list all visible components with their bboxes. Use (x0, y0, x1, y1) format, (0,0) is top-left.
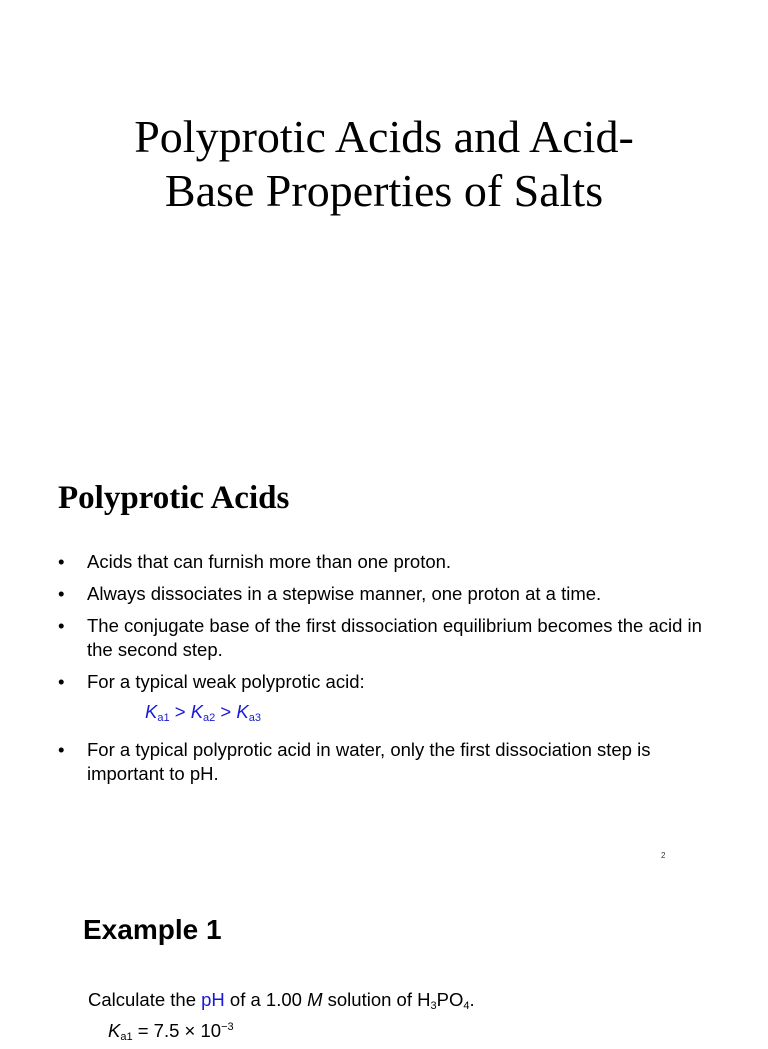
formula-sub-a3: a3 (248, 712, 261, 724)
formula-k3: K (236, 701, 249, 722)
formula-k1: K (145, 701, 158, 722)
formula-sub-4: 4 (463, 1000, 470, 1012)
polyprotic-acids-slide (0, 432, 768, 864)
bullet-icon: • (58, 551, 65, 572)
formula-po: PO (436, 989, 464, 1010)
problem-suffix: solution of H (322, 989, 431, 1010)
formula-sub-3: 3 (430, 1000, 437, 1012)
bullet-icon: • (58, 615, 65, 636)
problem-mid: of a 1.00 (224, 989, 308, 1010)
bullet-text: For a typical weak polyprotic acid: (87, 671, 365, 692)
formula-sub-a2: a2 (203, 712, 216, 724)
example-heading: Example 1 (83, 914, 222, 945)
problem-prefix: Calculate the (88, 989, 202, 1010)
ka1-k: K (108, 1020, 121, 1041)
ka1-sub: a1 (120, 1031, 133, 1043)
formula-op: > (174, 701, 186, 722)
bullet-item (58, 614, 718, 662)
bullet-text: For a typical polyprotic acid in water, only the first dissociation step is important to pH. (87, 739, 651, 784)
bullet-list (58, 550, 718, 794)
bullet-icon: • (58, 583, 65, 604)
ph-highlight: pH (201, 989, 225, 1010)
bullet-item (58, 550, 718, 574)
bullet-item (58, 738, 718, 786)
problem-statement (88, 988, 475, 1018)
molarity-unit: M (307, 989, 323, 1010)
title-line-1: Polyprotic Acids and Acid- (134, 111, 634, 162)
formula-k2: K (190, 701, 204, 722)
slide-heading: Polyprotic Acids (58, 480, 290, 516)
ka1-exponent: −3 (221, 1021, 234, 1033)
ka1-text: = 7.5 × 10 (132, 1020, 222, 1041)
title-slide (0, 0, 768, 432)
bullet-item (58, 670, 718, 694)
presentation-title (0, 110, 768, 218)
page-number: 2 (661, 851, 666, 860)
bullet-text: The conjugate base of the first dissociation equilibrium becomes the acid in the second step. (87, 615, 702, 660)
formula-sub-a1: a1 (157, 712, 170, 724)
title-line-2: Base Properties of Salts (164, 165, 604, 216)
formula-op: > (220, 701, 232, 722)
ka1-value (108, 1015, 234, 1049)
bullet-icon: • (58, 739, 65, 760)
bullet-icon: • (58, 671, 65, 692)
bullet-item (58, 582, 718, 606)
problem-end: . (469, 989, 475, 1010)
bullet-text: Always dissociates in a stepwise manner, one proton at a time. (87, 583, 602, 604)
ka-inequality-formula (87, 700, 718, 730)
bullet-text: Acids that can furnish more than one proton. (87, 551, 452, 572)
